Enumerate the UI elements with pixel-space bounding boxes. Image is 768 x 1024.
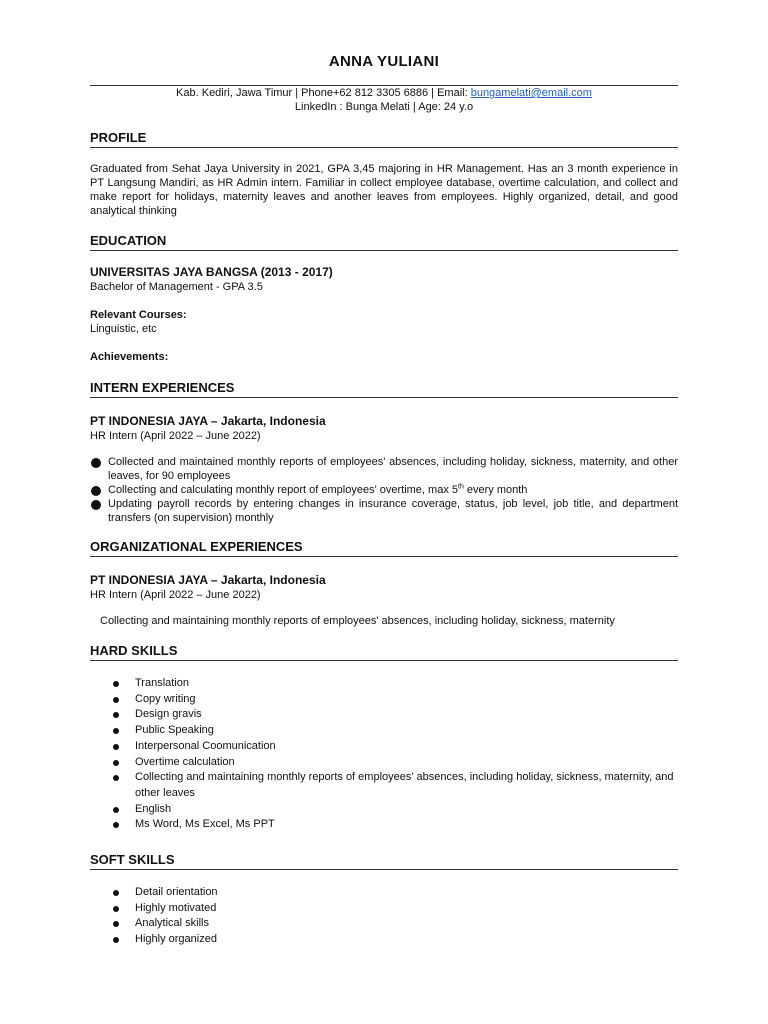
section-title-organizational: ORGANIZATIONAL EXPERIENCES bbox=[90, 538, 678, 557]
bullet-icon bbox=[113, 697, 119, 703]
list-item: Translation bbox=[90, 676, 678, 692]
list-item: Copy writing bbox=[90, 692, 678, 708]
section-title-intern: INTERN EXPERIENCES bbox=[90, 379, 678, 398]
contact-details: Kab. Kediri, Jawa Timur | Phone+62 812 3305 6886 | Email: bbox=[176, 87, 471, 99]
list-item: Collected and maintained monthly reports of employees' absences, including holiday, sickness, maternity, and other leaves, for 90 employees bbox=[90, 455, 678, 483]
list-item: Ms Word, Ms Excel, Ms PPT bbox=[90, 817, 678, 833]
contact-line-2: LinkedIn : Bunga Melati | Age: 24 y.o bbox=[294, 101, 474, 113]
email-link[interactable]: bungamelati@email.com bbox=[470, 87, 592, 99]
bullet-icon bbox=[113, 921, 119, 927]
bullet-icon bbox=[113, 890, 119, 896]
candidate-name: ANNA YULIANI bbox=[328, 53, 440, 70]
resume-page bbox=[90, 0, 678, 948]
hard-skills-list bbox=[90, 676, 678, 833]
bullet-icon bbox=[113, 906, 119, 912]
list-item: Updating payroll records by entering changes in insurance coverage, status, job level, job title, and department transfers (on supervision) monthly bbox=[90, 497, 678, 525]
bullet-icon bbox=[91, 500, 101, 510]
intern-role: HR Intern (April 2022 – June 2022) bbox=[90, 430, 261, 442]
bullet-icon bbox=[113, 760, 119, 766]
list-item: Public Speaking bbox=[90, 723, 678, 739]
section-title-education: EDUCATION bbox=[90, 232, 678, 251]
bullet-icon bbox=[113, 937, 119, 943]
soft-skills-list bbox=[90, 885, 678, 948]
education-school: UNIVERSITAS JAYA BANGSA (2013 - 2017) bbox=[90, 265, 333, 279]
relevant-courses: Linguistic, etc bbox=[90, 323, 157, 335]
list-item: Highly organized bbox=[90, 932, 678, 948]
bullet-icon bbox=[113, 822, 119, 828]
education-degree: Bachelor of Management - GPA 3.5 bbox=[90, 281, 263, 293]
list-item: Interpersonal Coomunication bbox=[90, 739, 678, 755]
list-item: Highly motivated bbox=[90, 901, 678, 917]
intern-duties-list bbox=[90, 455, 678, 525]
profile-summary: Graduated from Sehat Jaya University in 2021, GPA 3,45 majoring in HR Management. Has an 3 month experience in PT Langsung Mandiri, as HR Admin intern. Familiar in collect employee database, overtime calculation, and collect and make report for holidays, maternity leaves and another leaves from employees. Highly organized, detail, and good analytical thinking bbox=[90, 163, 678, 217]
list-item: Overtime calculation bbox=[90, 755, 678, 771]
relevant-courses-label: Relevant Courses: bbox=[90, 309, 187, 321]
achievements-label: Achievements: bbox=[90, 351, 169, 363]
list-item: Collecting and maintaining monthly reports of employees' absences, including holiday, sickness, maternity, and other leaves bbox=[90, 770, 678, 801]
bullet-icon bbox=[91, 486, 101, 496]
list-item: English bbox=[90, 802, 678, 818]
list-item: Collecting and calculating monthly report of employees' overtime, max 5th every month bbox=[90, 483, 678, 497]
org-company: PT INDONESIA JAYA – Jakarta, Indonesia bbox=[90, 573, 326, 587]
list-item: Detail orientation bbox=[90, 885, 678, 901]
contact-line-1 bbox=[90, 86, 678, 100]
org-role: HR Intern (April 2022 – June 2022) bbox=[90, 589, 261, 601]
section-title-soft-skills: SOFT SKILLS bbox=[90, 851, 678, 870]
bullet-icon bbox=[113, 712, 119, 718]
list-item: Analytical skills bbox=[90, 916, 678, 932]
bullet-icon bbox=[113, 728, 119, 734]
bullet-icon bbox=[113, 775, 119, 781]
bullet-icon bbox=[91, 458, 101, 468]
bullet-icon bbox=[113, 744, 119, 750]
bullet-icon bbox=[113, 681, 119, 687]
list-item: Design gravis bbox=[90, 707, 678, 723]
section-title-hard-skills: HARD SKILLS bbox=[90, 642, 678, 661]
bullet-icon bbox=[113, 807, 119, 813]
org-description: Collecting and maintaining monthly reports of employees' absences, including holiday, sickness, maternity bbox=[100, 615, 615, 627]
intern-company: PT INDONESIA JAYA – Jakarta, Indonesia bbox=[90, 414, 326, 428]
section-title-profile: PROFILE bbox=[90, 129, 678, 148]
